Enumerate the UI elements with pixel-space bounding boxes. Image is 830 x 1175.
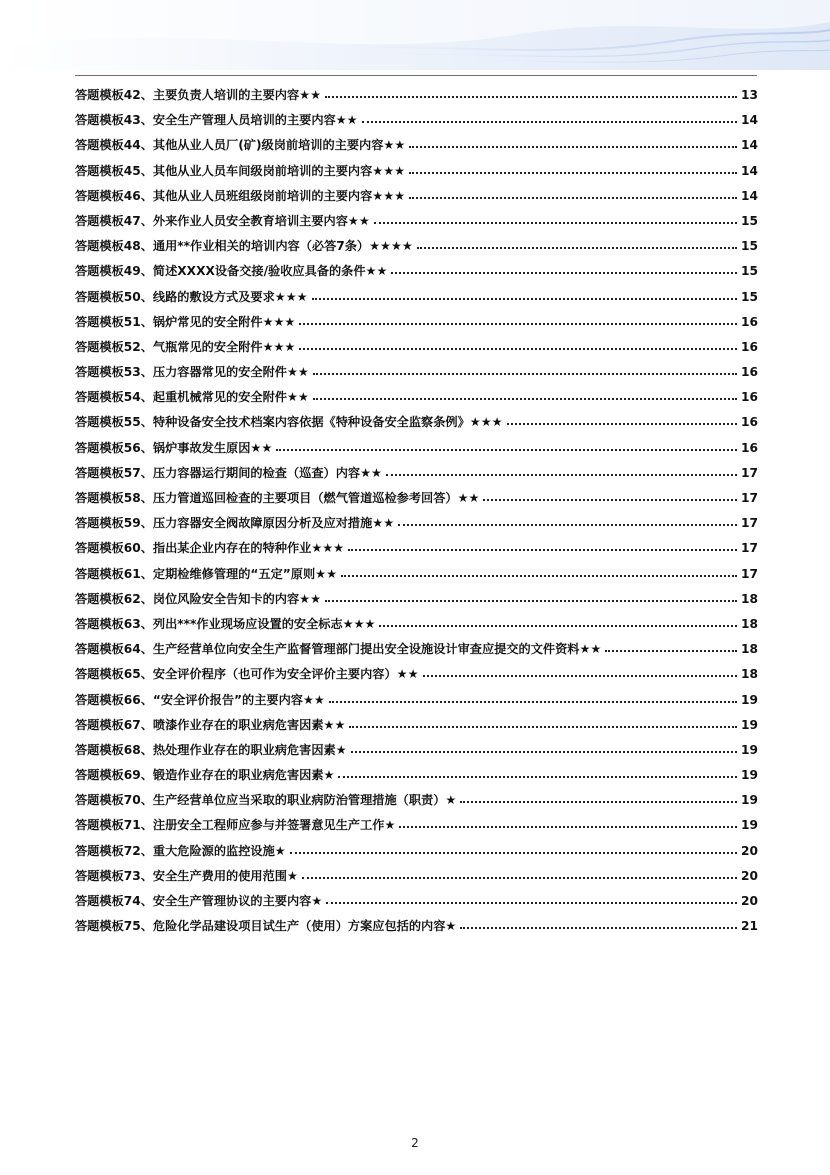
toc-entry[interactable]: [75, 892, 758, 917]
toc-entry-page-number: 19: [741, 818, 758, 833]
toc-dot-leader: [329, 700, 737, 703]
toc-dot-leader: [417, 246, 737, 249]
header-rule: [75, 75, 757, 76]
toc-dot-leader: [313, 397, 737, 400]
toc-entry-title: 答题模板70、生产经营单位应当采取的职业病防治管理措施（职责）★: [75, 793, 457, 808]
page-number: 2: [411, 1136, 419, 1150]
toc-entry-title: 答题模板62、岗位风险安全告知卡的内容★★: [75, 591, 321, 606]
toc-entry-page-number: 18: [741, 642, 758, 657]
toc-dot-leader: [290, 851, 737, 854]
toc-entry-title: 答题模板63、列出***作业现场应设置的安全标志★★★: [75, 616, 376, 631]
toc-entry[interactable]: [75, 212, 758, 237]
toc-entry-title: 答题模板64、生产经营单位向安全生产监督管理部门提出安全设施设计审查应提交的文件资料★★: [75, 642, 602, 657]
toc-entry-title: 答题模板54、起重机械常见的安全附件★★: [75, 390, 309, 405]
toc-entry-page-number: 15: [741, 239, 758, 254]
toc-dot-leader: [349, 725, 737, 728]
toc-dot-leader: [338, 775, 737, 778]
toc-entry[interactable]: [75, 615, 758, 640]
toc-entry[interactable]: [75, 514, 758, 539]
toc-entry[interactable]: [75, 741, 758, 766]
toc-entry-title: 答题模板44、其他从业人员厂(矿)级岗前培训的主要内容★★: [75, 138, 406, 153]
toc-entry-title: 答题模板51、锅炉常见的安全附件★★★: [75, 314, 296, 329]
toc-dot-leader: [325, 599, 737, 602]
table-of-contents: [75, 86, 758, 942]
toc-entry-page-number: 21: [741, 919, 758, 934]
toc-entry[interactable]: [75, 816, 758, 841]
header-banner: [0, 0, 830, 70]
toc-entry-title: 答题模板46、其他从业人员班组级岗前培训的主要内容★★★: [75, 188, 406, 203]
toc-entry-page-number: 17: [741, 541, 758, 556]
toc-entry[interactable]: [75, 791, 758, 816]
toc-entry-title: 答题模板60、指出某企业内存在的特种作业★★★: [75, 541, 345, 556]
toc-entry-page-number: 18: [741, 616, 758, 631]
toc-dot-leader: [312, 297, 737, 300]
toc-entry-page-number: 17: [741, 465, 758, 480]
toc-entry[interactable]: [75, 413, 758, 438]
toc-entry[interactable]: [75, 489, 758, 514]
toc-entry-page-number: 16: [741, 415, 758, 430]
toc-dot-leader: [374, 221, 737, 224]
toc-entry-title: 答题模板59、压力容器安全阀故障原因分析及应对措施★★: [75, 516, 395, 531]
toc-entry[interactable]: [75, 439, 758, 464]
toc-entry-title: 答题模板65、安全评价程序（也可作为安全评价主要内容）★★: [75, 667, 419, 682]
toc-entry-page-number: 15: [741, 213, 758, 228]
toc-entry[interactable]: [75, 867, 758, 892]
toc-entry-title: 答题模板73、安全生产费用的使用范围★: [75, 868, 298, 883]
toc-dot-leader: [341, 574, 737, 577]
toc-dot-leader: [398, 523, 737, 526]
toc-entry[interactable]: [75, 665, 758, 690]
toc-entry[interactable]: [75, 86, 758, 111]
header-wave-graphic: [0, 0, 830, 70]
toc-entry-page-number: 16: [741, 390, 758, 405]
toc-entry[interactable]: [75, 842, 758, 867]
toc-dot-leader: [460, 800, 737, 803]
toc-entry-page-number: 16: [741, 440, 758, 455]
toc-entry[interactable]: [75, 262, 758, 287]
toc-dot-leader: [299, 347, 737, 350]
toc-dot-leader: [409, 145, 737, 148]
toc-entry[interactable]: [75, 111, 758, 136]
toc-entry[interactable]: [75, 590, 758, 615]
toc-entry-page-number: 18: [741, 667, 758, 682]
toc-entry-page-number: 20: [741, 843, 758, 858]
toc-dot-leader: [460, 926, 737, 929]
toc-entry[interactable]: [75, 338, 758, 363]
toc-dot-leader: [276, 448, 737, 451]
toc-entry-page-number: 16: [741, 339, 758, 354]
toc-dot-leader: [391, 271, 737, 274]
toc-dot-leader: [605, 649, 737, 652]
toc-entry-title: 答题模板69、锻造作业存在的职业病危害因素★: [75, 768, 335, 783]
toc-entry-page-number: 13: [741, 88, 758, 102]
toc-entry-page-number: 18: [741, 591, 758, 606]
toc-entry-page-number: 15: [741, 289, 758, 304]
toc-dot-leader: [409, 196, 737, 199]
toc-entry-page-number: 17: [741, 491, 758, 505]
toc-entry-title: 答题模板45、其他从业人员车间级岗前培训的主要内容★★★: [75, 163, 406, 178]
toc-entry-title: 答题模板72、重大危险源的监控设施★: [75, 843, 286, 858]
toc-entry-title: 答题模板74、安全生产管理协议的主要内容★: [75, 894, 323, 908]
toc-dot-leader: [351, 750, 737, 753]
toc-entry-page-number: 19: [741, 692, 758, 707]
toc-dot-leader: [379, 624, 737, 627]
toc-entry-title: 答题模板52、气瓶常见的安全附件★★★: [75, 339, 296, 354]
toc-dot-leader: [483, 498, 737, 501]
toc-entry-title: 答题模板68、热处理作业存在的职业病危害因素★: [75, 742, 347, 757]
toc-dot-leader: [299, 322, 737, 325]
toc-entry[interactable]: [75, 288, 758, 313]
toc-entry-title: 答题模板55、特种设备安全技术档案内容依据《特种设备安全监察条例》★★★: [75, 415, 503, 430]
toc-dot-leader: [348, 548, 737, 551]
toc-entry[interactable]: [75, 464, 758, 489]
toc-dot-leader: [423, 674, 738, 677]
toc-entry[interactable]: [75, 313, 758, 338]
toc-dot-leader: [362, 120, 737, 123]
toc-dot-leader: [302, 876, 737, 879]
toc-dot-leader: [507, 422, 737, 425]
toc-entry-title: 答题模板43、安全生产管理人员培训的主要内容★★: [75, 113, 358, 128]
toc-entry-page-number: 17: [741, 516, 758, 531]
toc-entry-title: 答题模板71、注册安全工程师应参与并签署意见生产工作★: [75, 818, 396, 833]
toc-entry-title: 答题模板57、压力容器运行期间的检查（巡查）内容★★: [75, 465, 382, 480]
toc-entry-title: 答题模板67、喷漆作业存在的职业病危害因素★★: [75, 717, 346, 732]
toc-entry[interactable]: [75, 162, 758, 187]
toc-entry-title: 答题模板75、危险化学品建设项目试生产（使用）方案应包括的内容★: [75, 919, 457, 934]
toc-entry-title: 答题模板61、定期检维修管理的“五定”原则★★: [75, 566, 338, 581]
toc-entry-page-number: 19: [741, 768, 758, 783]
toc-entry-page-number: 19: [741, 793, 758, 808]
toc-entry-title: 答题模板47、外来作业人员安全教育培训主要内容★★: [75, 213, 370, 228]
toc-dot-leader: [399, 825, 737, 828]
toc-entry-page-number: 14: [741, 188, 758, 203]
toc-entry[interactable]: [75, 716, 758, 741]
toc-entry-page-number: 15: [741, 264, 758, 279]
toc-entry[interactable]: [75, 237, 758, 262]
toc-entry[interactable]: [75, 766, 758, 791]
toc-entry-page-number: 14: [741, 113, 758, 128]
toc-dot-leader: [326, 901, 737, 904]
toc-entry-page-number: 19: [741, 742, 758, 757]
toc-entry[interactable]: [75, 388, 758, 413]
toc-entry-page-number: 20: [741, 868, 758, 883]
toc-entry-page-number: 14: [741, 163, 758, 178]
toc-entry-page-number: 17: [741, 566, 758, 581]
toc-entry-page-number: 19: [741, 717, 758, 732]
toc-entry-title: 答题模板50、线路的敷设方式及要求★★★: [75, 289, 308, 304]
toc-entry-page-number: 20: [741, 894, 758, 908]
toc-entry-title: 答题模板53、压力容器常见的安全附件★★: [75, 365, 309, 380]
toc-entry-page-number: 14: [741, 138, 758, 153]
toc-entry-title: 答题模板48、通用**作业相关的培训内容（必答7条）★★★★: [75, 239, 413, 254]
toc-entry[interactable]: [75, 691, 758, 716]
toc-entry[interactable]: [75, 539, 758, 564]
toc-entry-title: 答题模板66、“安全评价报告”的主要内容★★: [75, 692, 325, 707]
toc-entry[interactable]: [75, 363, 758, 388]
toc-entry-page-number: 16: [741, 314, 758, 329]
toc-entry-title: 答题模板42、主要负责人培训的主要内容★★: [75, 88, 321, 102]
toc-entry[interactable]: [75, 136, 758, 161]
toc-entry[interactable]: [75, 187, 758, 212]
toc-entry-title: 答题模板56、锅炉事故发生原因★★: [75, 440, 273, 455]
toc-entry-title: 答题模板58、压力管道巡回检查的主要项目（燃气管道巡检参考回答）★★: [75, 491, 480, 505]
toc-dot-leader: [386, 473, 737, 476]
toc-entry-title: 答题模板49、简述XXXX设备交接/验收应具备的条件★★: [75, 264, 388, 279]
toc-entry[interactable]: [75, 565, 758, 590]
toc-entry-page-number: 16: [741, 365, 758, 380]
toc-dot-leader: [313, 372, 737, 375]
toc-entry[interactable]: [75, 917, 758, 942]
toc-dot-leader: [325, 95, 737, 98]
toc-dot-leader: [409, 171, 737, 174]
toc-entry[interactable]: [75, 640, 758, 665]
